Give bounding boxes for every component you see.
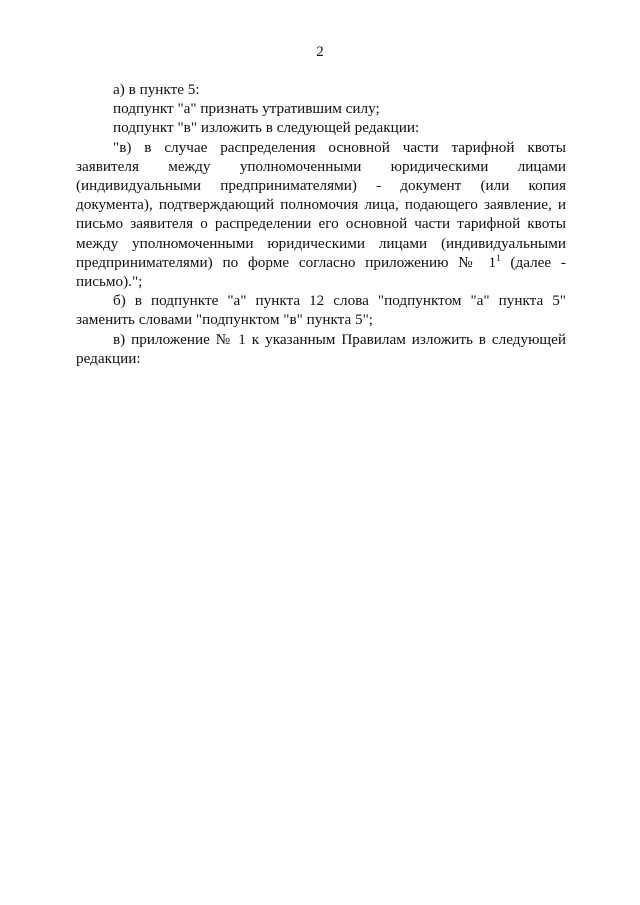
paragraph-b: б) в подпункте "а" пункта 12 слова "подпунктом "а" пункта 5" заменить словами "подпунктом "в" пункта 5"; — [76, 292, 566, 329]
footnote-superscript: 1 — [496, 252, 501, 263]
paragraph-subpoint-v-main: "в) в случае распределения основной части тарифной квоты заявителя между уполномоченными юридическими лицами (индивидуальными предпринимателями) - документ (или копия документа), подтверждающий полномочия лица, подающего заявление, и письмо заявителя о распределении его основной части тарифной квоты между уполномоченными юридическими лицами (индивидуальными предпринимателями) по форме согласно приложению № 1 — [76, 138, 566, 271]
paragraph-a-intro: а) в пункте 5: — [113, 81, 200, 98]
document-body — [76, 80, 566, 368]
paragraph-subpoint-v-text — [76, 138, 566, 292]
paragraph-subpoint-v-intro: подпункт "в" изложить в следующей редакции: — [113, 119, 420, 137]
paragraph-subpoint-a: подпункт "а" признать утратившим силу; — [113, 100, 380, 118]
paragraph-subpoint-v-tail: (далее - письмо)."; — [76, 253, 566, 291]
paragraph-v: в) приложение № 1 к указанным Правилам изложить в следующей редакции: — [76, 330, 566, 367]
page-number: 2 — [316, 44, 324, 60]
